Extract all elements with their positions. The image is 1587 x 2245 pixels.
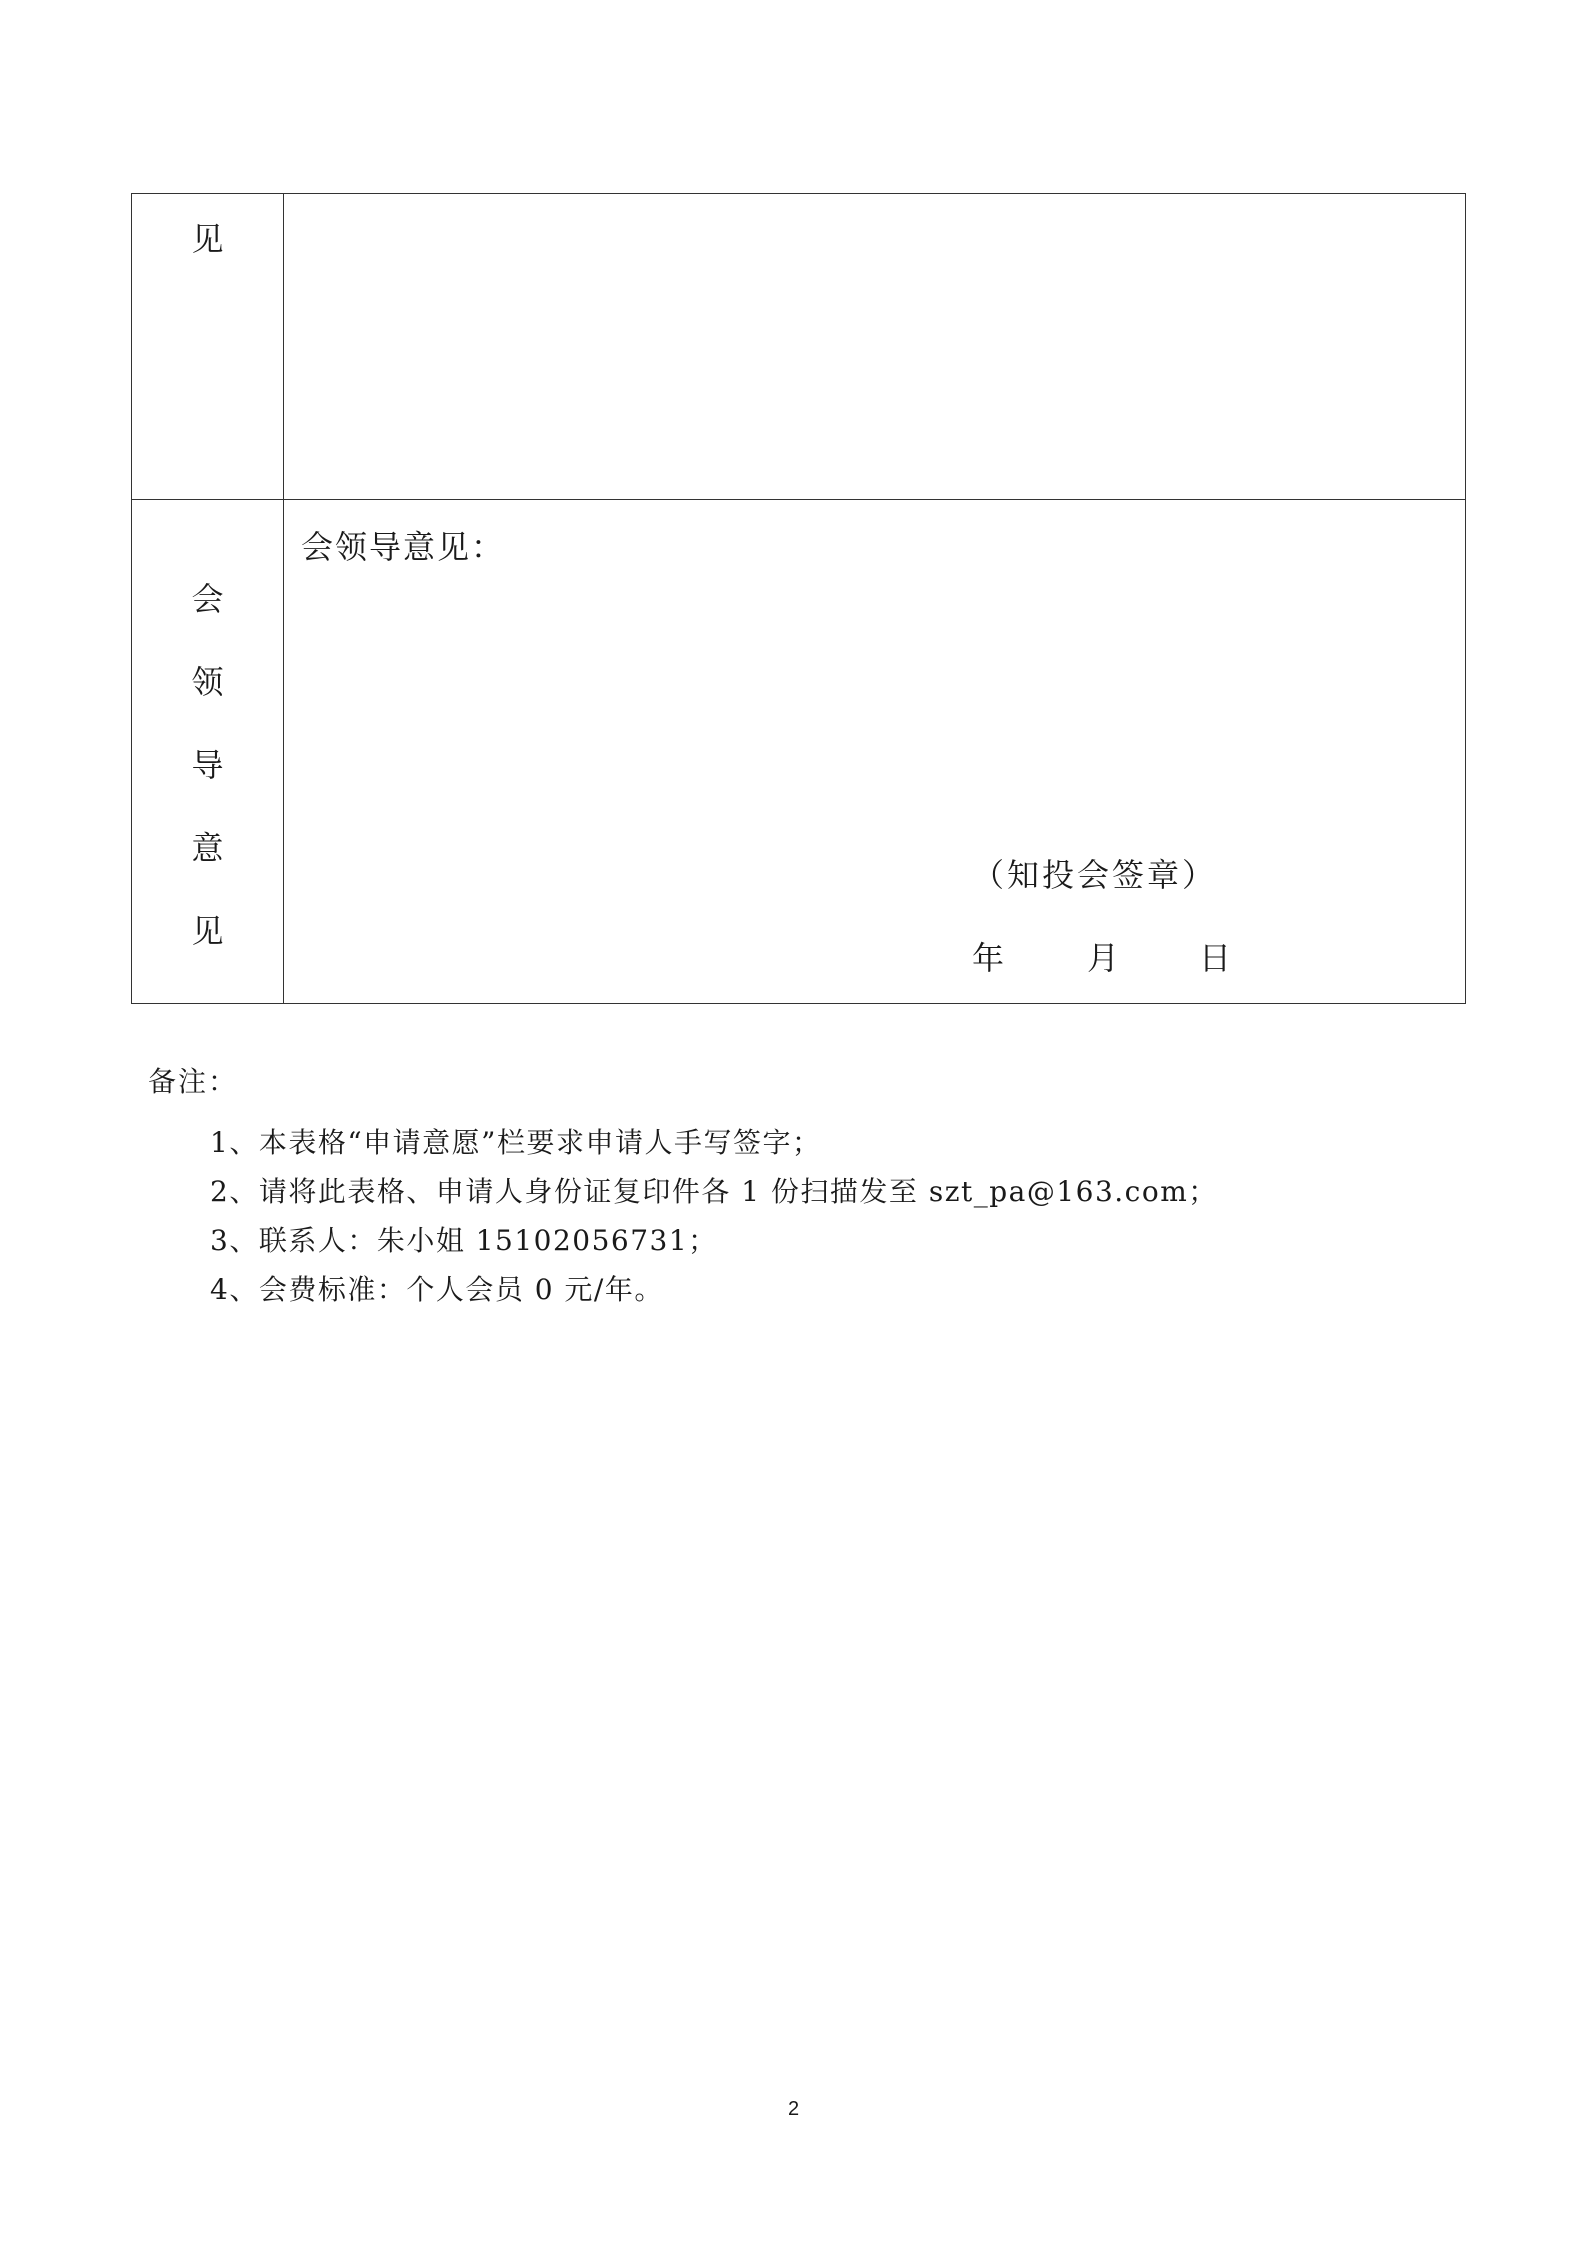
notes-title: 备注：	[148, 1065, 239, 1098]
notes-list	[148, 1118, 1218, 1314]
notes-section	[148, 1060, 1218, 1314]
table-row-leader-opinion	[132, 500, 1466, 1004]
opinion-content-cell	[284, 194, 1466, 500]
vertical-label-char: 领	[191, 663, 224, 701]
leader-opinion-content-cell	[284, 500, 1466, 1004]
leader-opinion-label-cell	[132, 500, 284, 1004]
vertical-label-char: 意	[191, 829, 224, 867]
page-number: 2	[787, 2098, 800, 2120]
seal-caption: （知投会签章）	[972, 856, 1218, 894]
date-year-label: 年	[972, 939, 1005, 977]
note-item: 3、联系人：朱小姐 15102056731；	[210, 1224, 718, 1257]
row-label-cell	[132, 194, 284, 500]
note-item: 2、请将此表格、申请人身份证复印件各 1 份扫描发至 szt_pa@163.com；	[210, 1175, 1218, 1208]
vertical-label-char: 见	[191, 912, 224, 950]
vertical-label-leader-opinion	[132, 558, 283, 973]
note-item: 1、本表格“申请意愿”栏要求申请人手写签字；	[210, 1126, 822, 1159]
opinion-form-table	[131, 193, 1466, 1004]
vertical-label-char: 会	[191, 580, 224, 618]
date-month-label: 月	[1087, 939, 1120, 977]
note-item: 4、会费标准：个人会员 0 元/年。	[210, 1273, 664, 1306]
date-line	[972, 933, 1231, 979]
row-label-continuation: 见	[191, 220, 224, 258]
vertical-label-char: 导	[191, 746, 224, 784]
leader-opinion-heading: 会领导意见：	[301, 528, 506, 566]
date-day-label: 日	[1199, 939, 1232, 977]
table-row-previous-opinion	[132, 194, 1466, 500]
